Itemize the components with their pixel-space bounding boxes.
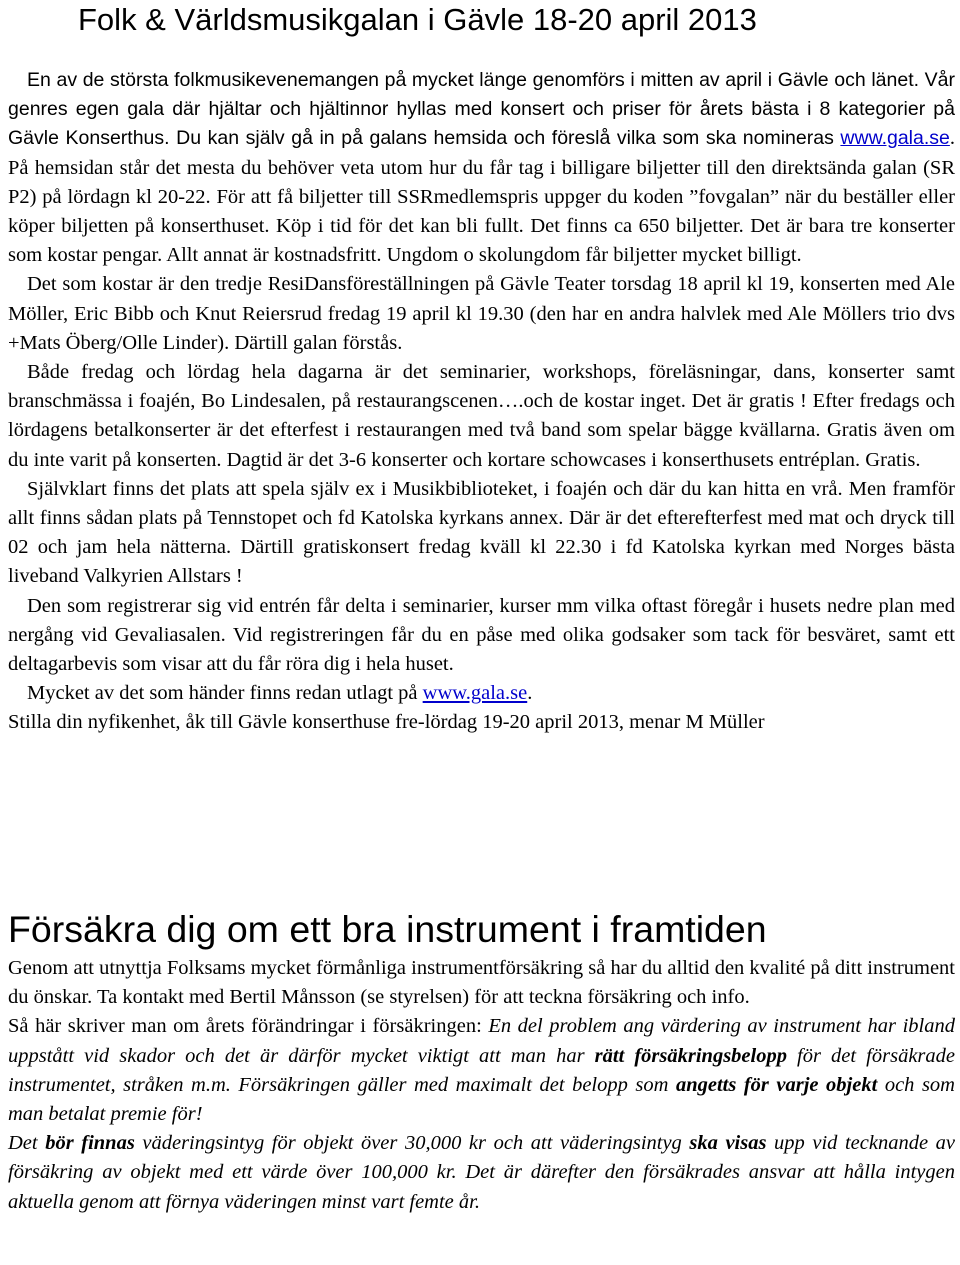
paragraph-intro-text: En av de största folkmusikevenemangen på mycket länge genomförs i mitten av april i Gävle och länet. Vår genres egen gala där hjältar och hjältinnor hyllas med konsert och priser för årets bästa i 8 kategorier på Gävle Konserthus. Du kan själv gå in på galans hemsida och föreslå vilka som ska nomineras bbox=[8, 69, 955, 150]
valuation-part-2: väderingsintyg för objekt över 30,000 kr och att väderingsintyg bbox=[134, 1132, 690, 1155]
valuation-bold-2: ska visas bbox=[689, 1132, 767, 1155]
gala-website-link-2[interactable]: www.gala.se bbox=[422, 682, 528, 705]
valuation-part-3: upp vid tecknande av försäkring av objekt med ett värde över 100,000 kr. Det är därefter den försäkrades ansvar att hålla intygen aktuella genom att förnya väderingen minst vart femte år. bbox=[8, 1132, 955, 1213]
more-info-end: . bbox=[527, 682, 533, 705]
article-title-insurance: Försäkra dig om ett bra instrument i framtiden bbox=[8, 908, 767, 950]
paragraph-intro-continued: . På hemsidan står det mesta du behöver veta utom hur du får tag i billigare biljetter till den direktsända galan (SR P2) på lördagn kl 20-22. För att få biljetter till SSRmedlemspris uppger du koden ”fovgalan” när du beställer eller köper biljetten på konserthuset. Köp i tid för det kan bli fullt. Det finns ca 650 biljetter. Det är bara tre konserter som kostar pengar. Allt annat är kostnadsfritt. Ungdom o skolungdom får biljetter mycket billigt. bbox=[8, 127, 955, 267]
valuation-bold-1: bör finnas bbox=[45, 1132, 135, 1155]
article-body-gala bbox=[8, 66, 955, 738]
paragraph-more-info bbox=[8, 679, 955, 708]
quote-part-1: En del problem ang värdering av instrument har ibland uppstått vid skador och det är därför mycket viktigt att man har bbox=[8, 1015, 955, 1067]
quote-bold-2: angetts för varje objekt bbox=[675, 1073, 878, 1096]
article-body-insurance bbox=[8, 954, 955, 1217]
paragraph-insurance-changes bbox=[8, 1012, 955, 1129]
paragraph-concerts: Det som kostar är den tredje ResiDansföreställningen på Gävle Teater torsdag 18 april kl 19, konserten med Ale Möller, Eric Bibb och Knut Reiersrud fredag 19 april kl 19.30 (den har en andra halvlek med Ale Möllers trio dvs +Mats Öberg/Olle Linder). Därtill galan förstås. bbox=[8, 273, 955, 354]
gala-website-link[interactable]: www.gala.se bbox=[840, 127, 950, 150]
quote-part-3: och som man betalat premie för! bbox=[8, 1073, 955, 1126]
paragraph-closing: Stilla din nyfikenhet, åk till Gävle konserthuse fre-lördag 19-20 april 2013, menar M Müller bbox=[8, 711, 765, 734]
quote-bold-1: rätt försäkringsbelopp bbox=[594, 1044, 787, 1067]
article-title-gala: Folk & Världsmusikgalan i Gävle 18-20 april 2013 bbox=[78, 2, 757, 37]
paragraph-registration: Den som registrerar sig vid entrén får delta i seminarier, kurser mm vilka oftast föregår i husets nedre plan med nergång vid Gevaliasalen. Vid registreringen får du en påse med olika godsaker som tack för besväret, samt ett deltagarbevis som visar att du får röra dig i hela huset. bbox=[8, 594, 955, 676]
valuation-part-1: Det bbox=[8, 1132, 46, 1155]
paragraph-seminars: Både fredag och lördag hela dagarna är det seminarier, workshops, föreläsningar, dans, konserter samt branschmässa i foajén, Bo Lindesalen, på restaurangscenen….och de kostar inget. Det är gratis ! Efter fredags och lördagens betalkonserter är det efterfest i restaurangen med två band som spelar bägge kvällarna. Gratis även om du inte varit på konserten. Dagtid är det 3-6 konserter och kortare schowcases i konserthusets entréplan. Gratis. bbox=[8, 361, 955, 471]
paragraph-jam: Självklart finns det plats att spela själv ex i Musikbiblioteket, i foajén och där du kan hitta en vrå. Men framför allt finns sådan plats på Tennstopet och fd Katolska kyrkans annex. Där är det efterefterfest med mat och dryck till 02 och jam hela nätterna. Därtill gratiskonsert fredag kväll kl 22.30 i fd Katolska kyrkan med Norges bästa liveband Valkyrien Allstars ! bbox=[8, 477, 955, 588]
insurance-changes-lead: Så här skriver man om årets förändringar i försäkringen: bbox=[8, 1015, 489, 1038]
paragraph-valuation bbox=[8, 1129, 955, 1217]
paragraph-insurance-intro: Genom att utnyttja Folksams mycket förmånliga instrumentförsäkring så har du alltid den kvalité på ditt instrument du önskar. Ta kontakt med Bertil Månsson (se styrelsen) för att teckna försäkring och info. bbox=[8, 957, 955, 1009]
more-info-text: Mycket av det som händer finns redan utlagt på bbox=[27, 682, 423, 705]
quote-part-2: för det försäkrade instrumentet, stråken m.m. Försäkringen gäller med maximalt det belopp som bbox=[8, 1044, 956, 1096]
paragraph-intro bbox=[8, 66, 955, 270]
